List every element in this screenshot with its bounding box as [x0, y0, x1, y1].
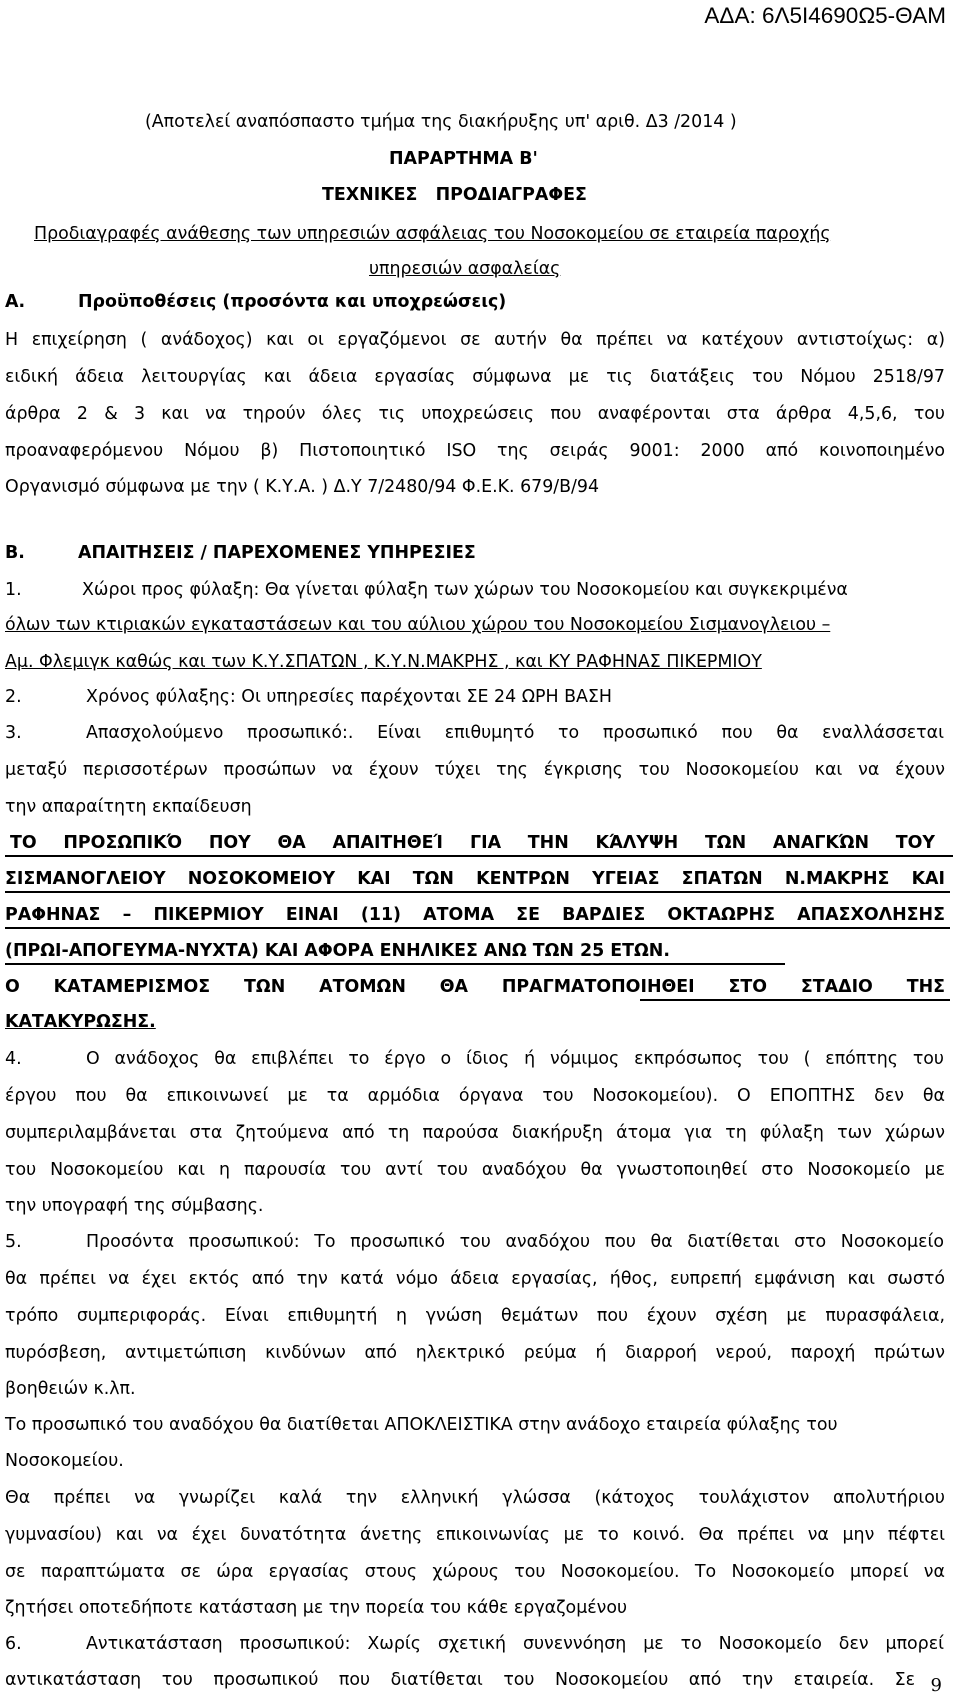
underline: [5, 963, 785, 965]
item-4-number: 4.: [5, 1049, 22, 1069]
allocation-line-2: ΚΑΤΑΚΥΡΩΣΗΣ.: [5, 1012, 156, 1032]
page-number: 9: [930, 1675, 942, 1696]
item-6-number: 6.: [5, 1634, 22, 1654]
item-5-line-3: τρόπο συμπεριφοράς. Είναι επιθυμητή η γνώση θεμάτων που έχουν σχέση με πυρασφάλεια,: [5, 1306, 945, 1326]
underline: [5, 855, 953, 857]
page-title: ΤΕΧΝΙΚΕΣ ΠΡΟΔΙΑΓΡΑΦΕΣ: [322, 185, 587, 205]
section-a-line-5: Οργανισμό σύμφωνα με την ( Κ.Υ.Α. ) Δ.Υ 7/2480/94 Φ.Ε.Κ. 679/Β/94: [5, 477, 600, 497]
item-2-text: Χρόνος φύλαξης: Οι υπηρεσίες παρέχονται ΣΕ 24 ΩΡΗ ΒΑΣΗ: [86, 687, 612, 707]
item-4-line-1: Ο ανάδοχος θα επιβλέπει το έργο ο ίδιος ή νόμιμος εκπρόσωπος του ( επόπτης του: [86, 1049, 944, 1069]
document-id-stamp: ΑΔΑ: 6Λ5Ι4690Ω5-ΘΑΜ: [704, 3, 946, 28]
item-5-para-2-line-2: Νοσοκομείου.: [5, 1451, 124, 1471]
item-4-line-5: την υπογραφή της σύμβασης.: [5, 1196, 264, 1216]
item-5-line-5: βοηθειών κ.λπ.: [5, 1379, 136, 1399]
item-5-para-3-line-2: γυμνασίου) και να έχει δυνατότητα άνετης επικοινωνίας με το κοινό. Θα πρέπει να μην πέφτει: [5, 1525, 945, 1545]
staff-requirement-line-2: ΣΙΣΜΑΝΟΓΛΕΙΟΥ ΝΟΣΟΚΟΜΕΙΟΥ ΚΑΙ ΤΩΝ ΚΕΝΤΡΩΝ ΥΓΕΙΑΣ ΣΠΑΤΩΝ Ν.ΜΑΚΡΗΣ ΚΑΙ: [5, 869, 945, 889]
section-a-heading: Προϋποθέσεις (προσόντα και υποχρεώσεις): [78, 292, 507, 312]
item-3-line-2: μεταξύ περισσοτέρων προσώπων να έχουν τύχει της έγκρισης του Νοσοκομείου και να έχουν: [5, 760, 945, 780]
item-5-para-3-line-3: σε παραπτώματα σε ώρα εργασίας στους χώρους του Νοσοκομείου. Το Νοσοκομείο μπορεί να: [5, 1562, 945, 1582]
item-6-line-1: Αντικατάσταση προσωπικού: Χωρίς σχετική συνεννόηση με το Νοσοκομείο δεν μπορεί: [86, 1634, 944, 1654]
item-1-line-3: Αμ. Φλεμιγκ καθώς και των Κ.Υ.ΣΠΑΤΩΝ , Κ.Υ.Ν.ΜΑΚΡΗΣ , και ΚΥ ΡΑΦΗΝΑΣ ΠΙΚΕΡΜΙΟΥ: [5, 652, 762, 672]
staff-requirement-line-4: (ΠΡΩΙ-ΑΠΟΓΕΥΜΑ-ΝΥΧΤΑ) ΚΑΙ ΑΦΟΡΑ ΕΝΗΛΙΚΕΣ ΑΝΩ ΤΩΝ 25 ΕΤΩΝ.: [5, 941, 670, 961]
underline: [5, 927, 950, 929]
subtitle-line-1: Προδιαγραφές ανάθεσης των υπηρεσιών ασφάλειας του Νοσοκομείου σε εταιρεία παροχής: [34, 224, 831, 244]
section-a-line-2: ειδική άδεια λειτουργίας και άδεια εργασίας σύμφωνα με τις διατάξεις του Νόμου 2518/97: [5, 367, 945, 387]
section-a-line-1: Η επιχείρηση ( ανάδοχος) και οι εργαζόμενοι σε αυτήν θα πρέπει να κατέχουν αντιστοίχως: α): [5, 330, 945, 350]
item-5-para-3-line-1: Θα πρέπει να γνωρίζει καλά την ελληνική γλώσσα (κάτοχος τουλάχιστον απολυτήριου: [5, 1488, 945, 1508]
item-5-line-1: Προσόντα προσωπικού: Το προσωπικό του αναδόχου που θα διατίθεται στο Νοσοκομείο: [86, 1232, 944, 1252]
section-b-letter: Β.: [5, 543, 25, 563]
item-6-line-2: αντικατάσταση του προσωπικού που διατίθεται του Νοσοκομείου από την εταιρεία. Σε: [5, 1670, 915, 1690]
subtitle-line-2: υπηρεσιών ασφαλείας: [369, 259, 561, 279]
section-a-line-3: άρθρα 2 & 3 και να τηρούν όλες τις υποχρεώσεις που αναφέρονται στα άρθρα 4,5,6, του: [5, 404, 945, 424]
item-1-line-1: Χώροι προς φύλαξη: Θα γίνεται φύλαξη των χώρων του Νοσοκομείου και συγκεκριμένα: [82, 580, 848, 600]
item-3-number: 3.: [5, 723, 22, 743]
item-2-number: 2.: [5, 687, 22, 707]
item-4-line-2: έργου που θα επικοινωνεί με τα αρμόδια όργανα του Νοσοκομείου). Ο ΕΠΟΠΤΗΣ δεν θα: [5, 1086, 945, 1106]
section-a-letter: Α.: [5, 292, 26, 312]
section-a-line-4: προαναφερόμενου Νόμου β) Πιστοποιητικό ISO της σειράς 9001: 2000 από κοινοποιημένο: [5, 441, 945, 461]
item-5-para-2-line-1: Το προσωπικό του αναδόχου θα διατίθεται ΑΠΟΚΛΕΙΣΤΙΚΑ στην ανάδοχο εταιρεία φύλαξης του: [5, 1415, 838, 1435]
annex-title: ΠΑΡΑΡΤΗΜΑ Β': [389, 149, 538, 169]
staff-requirement-line-1: ΤΟ ΠΡΟΣΩΠΙΚΌ ΠΟΥ ΘΑ ΑΠΑΙΤΗΘΕΊ ΓΙΑ ΤΗΝ ΚΆΛΥΨΗ ΤΩΝ ΑΝΑΓΚΏΝ ΤΟΥ: [10, 833, 935, 853]
item-3-line-3: την απαραίτητη εκπαίδευση: [5, 797, 252, 817]
item-1-number: 1.: [5, 580, 22, 600]
section-b-heading: ΑΠΑΙΤΗΣΕΙΣ / ΠΑΡΕΧΟΜΕΝΕΣ ΥΠΗΡΕΣΙΕΣ: [78, 543, 476, 563]
item-1-line-2: όλων των κτιριακών εγκαταστάσεων και του αύλιου χώρου του Νοσοκομείου Σισμανογλειου –: [5, 615, 831, 635]
underline: [640, 999, 950, 1001]
item-4-line-4: του Νοσοκομείου και η παρουσία του αντί του αναδόχου θα γνωστοποιηθεί στο Νοσοκομείο με: [5, 1160, 945, 1180]
underline: [5, 891, 950, 893]
annex-note: (Αποτελεί αναπόσπαστο τμήμα της διακήρυξης υπ' αριθ. Δ3 /2014 ): [145, 112, 737, 132]
item-5-line-2: θα πρέπει να έχει εκτός από την κατά νόμο άδεια εργασίας, ήθος, ευπρεπή εμφάνιση και σωστό: [5, 1269, 945, 1289]
item-5-para-3-line-4: ζητήσει οποτεδήποτε κατάσταση με την πορεία του κάθε εργαζομένου: [5, 1598, 628, 1618]
item-4-line-3: συμπεριλαμβάνεται στα ζητούμενα από τη παρούσα διακήρυξη άτομα για τη φύλαξη των χώρων: [5, 1123, 945, 1143]
staff-requirement-line-3: ΡΑΦΗΝΑΣ – ΠΙΚΕΡΜΙΟΥ ΕΙΝΑΙ (11) ΑΤΟΜΑ ΣΕ ΒΑΡΔΙΕΣ ΟΚΤΑΩΡΗΣ ΑΠΑΣΧΟΛΗΣΗΣ: [5, 905, 945, 925]
item-3-line-1: Απασχολούμενο προσωπικό:. Είναι επιθυμητό το προσωπικό που θα εναλλάσσεται: [86, 723, 944, 743]
item-5-number: 5.: [5, 1232, 22, 1252]
allocation-line-1: Ο ΚΑΤΑΜΕΡΙΣΜΟΣ ΤΩΝ ΑΤΟΜΩΝ ΘΑ ΠΡΑΓΜΑΤΟΠΟΙΗΘΕΙ ΣΤΟ ΣΤΑΔΙΟ ΤΗΣ: [5, 977, 945, 997]
item-5-line-4: πυρόσβεση, αντιμετώπιση κινδύνων από ηλεκτρικό ρεύμα ή διαρροή νερού, παροχή πρώτων: [5, 1343, 945, 1363]
